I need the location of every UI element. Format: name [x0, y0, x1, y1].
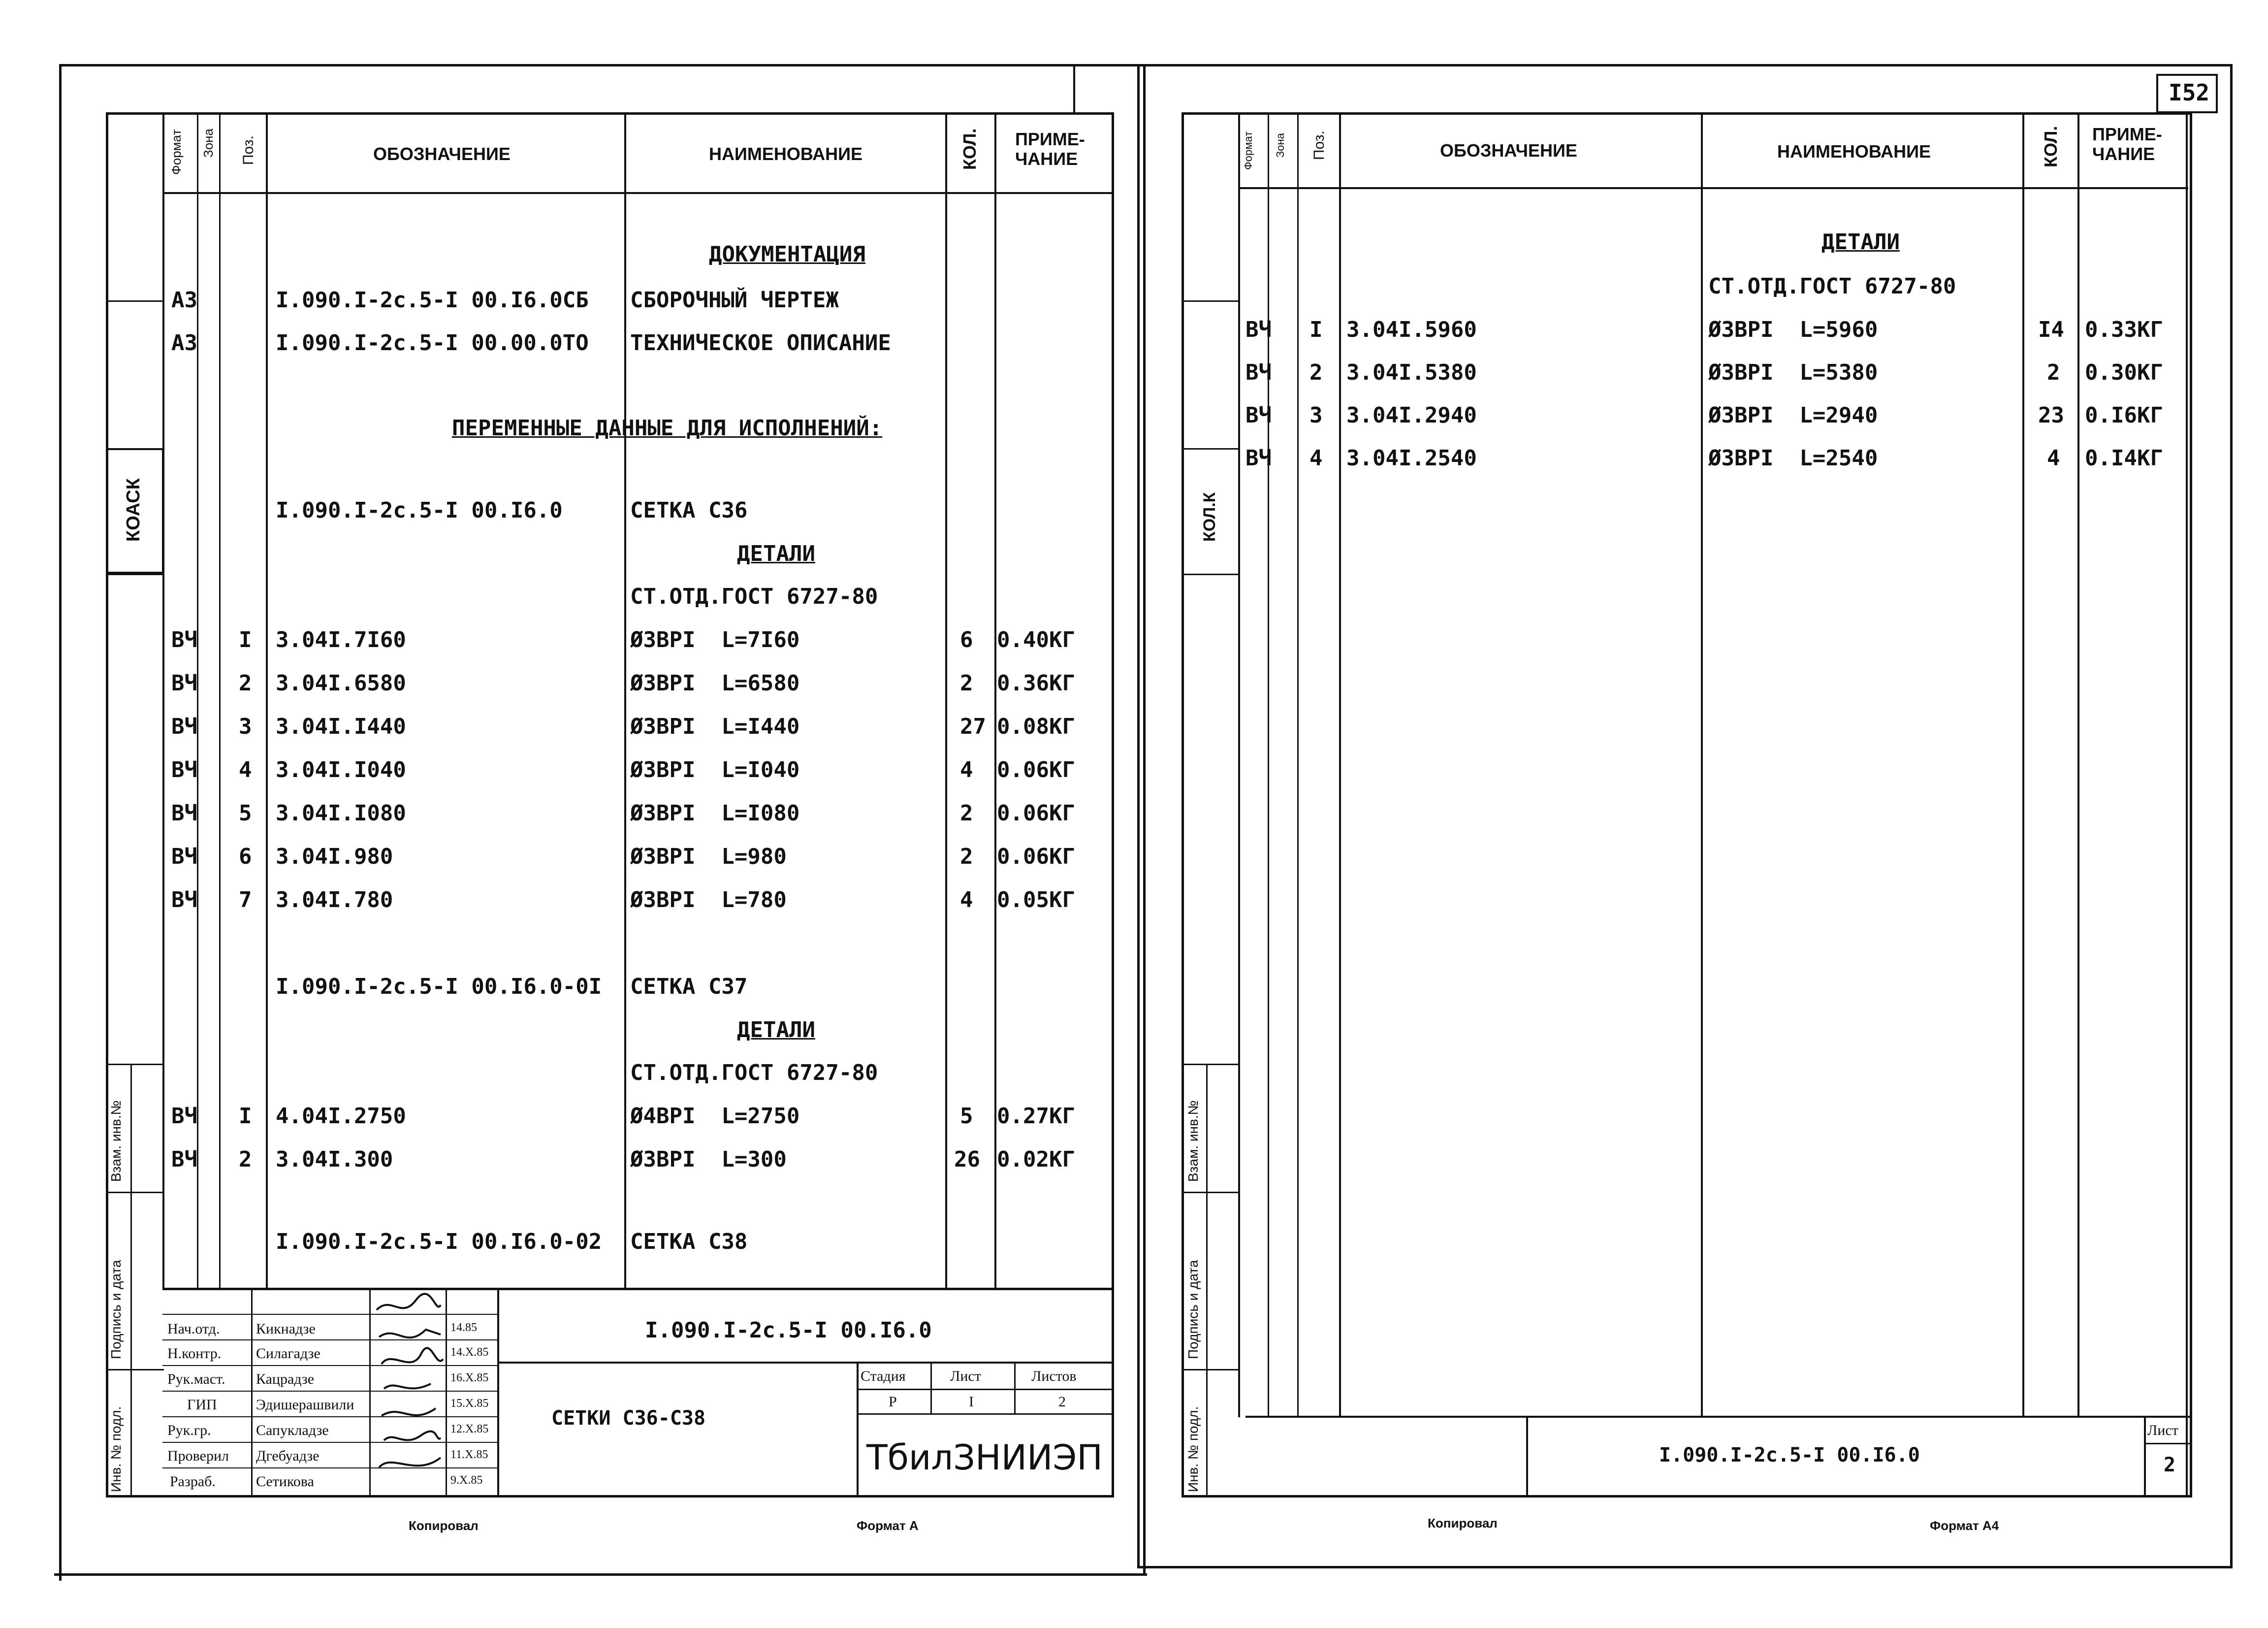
- row-format: ВЧ: [171, 887, 197, 912]
- row-designation: 3.04I.I440: [276, 714, 406, 739]
- signature-marks: [372, 1290, 446, 1497]
- row-format: ВЧ: [171, 844, 197, 869]
- row-name: Ø3ВРI L=5960: [1708, 317, 1878, 342]
- row-note: 0.I4КГ: [2085, 446, 2163, 471]
- row-pos: 6: [239, 844, 252, 869]
- row-format: ВЧ: [171, 801, 197, 826]
- staff-date: 16.X.85: [450, 1371, 489, 1384]
- row-qty: 6: [960, 627, 973, 652]
- row-designation: 3.04I.I080: [276, 801, 406, 826]
- row-format: ВЧ: [1246, 360, 1272, 385]
- col-note-header: ПРИМЕ-: [2092, 124, 2162, 144]
- org-name: ТбилЗНИИЭП: [866, 1437, 1103, 1478]
- details-heading: ДЕТАЛИ: [1821, 229, 1900, 255]
- row-name: Ø3ВРI L=300: [630, 1147, 787, 1172]
- row-name: Ø3ВРI L=I080: [630, 801, 800, 826]
- row-note: 0.06КГ: [997, 844, 1075, 869]
- row-name: СЕТКА С38: [630, 1229, 748, 1254]
- row-qty: 4: [960, 757, 973, 782]
- row-designation: 3.04I.6580: [276, 671, 406, 696]
- row-qty: 4: [960, 887, 973, 912]
- row-format: А3: [171, 288, 197, 313]
- row-pos: 4: [239, 757, 252, 782]
- row-name: Ø3ВРI L=5380: [1708, 360, 1878, 385]
- row-qty: 2: [960, 844, 973, 869]
- row-pos: 2: [239, 1147, 252, 1172]
- row-format: А3: [171, 330, 197, 356]
- staff-date: 14.85: [450, 1321, 477, 1334]
- row-note: 0.40КГ: [997, 627, 1075, 652]
- row-pos: 5: [239, 801, 252, 826]
- stage-label: Стадия: [861, 1368, 906, 1384]
- stamp-inv: Инв. № подл.: [1185, 1406, 1201, 1492]
- row-pos: 2: [1310, 360, 1323, 385]
- row-pos: 2: [239, 671, 252, 696]
- staff-role: Рук.гр.: [167, 1422, 211, 1438]
- staff-date: 9.X.85: [450, 1474, 483, 1487]
- row-documentation: ДОКУМЕНТАЦИЯ: [709, 242, 865, 267]
- stamp-vzam: Взам. инв.№: [1185, 1100, 1201, 1182]
- details-heading: ДЕТАЛИ: [737, 541, 815, 566]
- col-designation-header: ОБОЗНАЧЕНИЕ: [373, 144, 511, 164]
- row-format: ВЧ: [1246, 317, 1272, 342]
- row-name: Ø4ВРI L=2750: [630, 1104, 800, 1129]
- row-designation: 3.04I.980: [276, 844, 393, 869]
- row-pos: 7: [239, 887, 252, 912]
- row-note: 0.I6КГ: [2085, 403, 2163, 428]
- row-note: 0.05КГ: [997, 887, 1075, 912]
- staff-name: Кацрадзе: [256, 1371, 315, 1387]
- row-note: 0.33КГ: [2085, 317, 2163, 342]
- col-pos-header: Поз.: [240, 135, 256, 165]
- row-designation: I.090.I-2c.5-I 00.I6.0-02: [276, 1229, 602, 1254]
- sheet-value: I: [969, 1394, 974, 1410]
- staff-name: Эдишерашвили: [256, 1397, 354, 1413]
- row-format: ВЧ: [171, 671, 197, 696]
- row-format: ВЧ: [171, 627, 197, 652]
- stamp-vzam: Взам. инв.№: [108, 1100, 124, 1182]
- row-name: СБОРОЧНЫЙ ЧЕРТЕЖ: [630, 288, 839, 313]
- stamp-podpis: Подпись и дата: [108, 1260, 124, 1359]
- row-designation: 4.04I.2750: [276, 1104, 406, 1129]
- col-designation-header: ОБОЗНАЧЕНИЕ: [1440, 140, 1577, 161]
- row-designation: I.090.I-2c.5-I 00.I6.0-0I: [276, 974, 602, 999]
- row-designation: 3.04I.2540: [1346, 446, 1477, 471]
- gost-subheading: СТ.ОТД.ГОСТ 6727-80: [1708, 274, 1956, 299]
- stamp-inv: Инв. № подл.: [108, 1406, 124, 1492]
- row-format: ВЧ: [1246, 446, 1272, 471]
- row-note: 0.06КГ: [997, 757, 1075, 782]
- row-name: Ø3ВРI L=7I60: [630, 627, 800, 652]
- row-pos: I: [1310, 317, 1323, 342]
- side-label: КОАСК: [123, 478, 144, 542]
- row-designation: I.090.I-2c.5-I 00.00.0ТО: [276, 330, 589, 356]
- staff-date: 11.X.85: [450, 1448, 488, 1461]
- row-name: ТЕХНИЧЕСКОЕ ОПИСАНИЕ: [630, 330, 891, 356]
- sheet-title: СЕТКИ С36-С38: [551, 1407, 706, 1430]
- col-pos-header: Поз.: [1311, 130, 1327, 160]
- col-qty-header: КОЛ.: [959, 128, 980, 170]
- col-format-header: Формат: [169, 129, 184, 175]
- row-format: ВЧ: [171, 1104, 197, 1129]
- col-qty-header: КОЛ.: [2041, 126, 2061, 167]
- col-name-header: НАИМЕНОВАНИЕ: [709, 144, 862, 164]
- row-note: 0.02КГ: [997, 1147, 1075, 1172]
- row-qty: 5: [960, 1104, 973, 1129]
- row-pos: I: [239, 627, 252, 652]
- row-designation: 3.04I.2940: [1346, 403, 1477, 428]
- staff-role: Н.контр.: [167, 1345, 222, 1362]
- row-qty: 27: [960, 714, 986, 739]
- row-name: Ø3ВРI L=I040: [630, 757, 800, 782]
- row-name: СЕТКА С37: [630, 974, 748, 999]
- footer-copied: Копировал: [409, 1518, 479, 1533]
- footer-format: Формат А: [857, 1518, 919, 1533]
- row-qty: 2: [960, 801, 973, 826]
- staff-name: Сапукладзе: [256, 1422, 329, 1438]
- sheet-value: 2: [2164, 1454, 2176, 1476]
- row-qty: 23: [2038, 403, 2064, 428]
- row-qty: 2: [2047, 360, 2060, 385]
- row-note: 0.30КГ: [2085, 360, 2163, 385]
- row-name: СЕТКА С36: [630, 498, 748, 523]
- sheet-label: Лист: [2147, 1422, 2178, 1438]
- staff-date: 15.X.85: [450, 1397, 489, 1410]
- row-designation: 3.04I.300: [276, 1147, 393, 1172]
- page-number: I52: [2169, 79, 2210, 106]
- row-pos: I: [239, 1104, 252, 1129]
- doc-code: I.090.I-2c.5-I 00.I6.0: [1659, 1444, 1920, 1466]
- col-note-header-2: ЧАНИЕ: [2092, 144, 2155, 164]
- col-zone-header: Зона: [1274, 133, 1286, 158]
- col-note-header: ПРИМЕ-: [1015, 129, 1085, 149]
- footer-format: Формат А4: [1930, 1518, 1999, 1533]
- row-name: Ø3ВРI L=780: [630, 887, 787, 912]
- details-heading: ДЕТАЛИ: [737, 1017, 815, 1042]
- footer-copied: Копировал: [1428, 1516, 1498, 1530]
- row-format: ВЧ: [171, 1147, 197, 1172]
- staff-name: Дгебуадзе: [256, 1448, 319, 1464]
- row-qty: 26: [954, 1147, 980, 1172]
- row-note: 0.06КГ: [997, 801, 1075, 826]
- row-note: 0.08КГ: [997, 714, 1075, 739]
- gost-subheading: СТ.ОТД.ГОСТ 6727-80: [630, 1060, 878, 1085]
- stamp-podpis: Подпись и дата: [1185, 1260, 1201, 1359]
- row-pos: 3: [1310, 403, 1323, 428]
- row-name: Ø3ВРI L=I440: [630, 714, 800, 739]
- row-name: Ø3ВРI L=2940: [1708, 403, 1878, 428]
- row-format: ВЧ: [171, 714, 197, 739]
- gost-subheading: СТ.ОТД.ГОСТ 6727-80: [630, 584, 878, 609]
- row-designation: 3.04I.7I60: [276, 627, 406, 652]
- col-zone-header: Зона: [201, 129, 216, 158]
- row-qty: 4: [2047, 446, 2060, 471]
- doc-code: I.090.I-2c.5-I 00.I6.0: [645, 1318, 932, 1343]
- row-note: 0.27КГ: [997, 1104, 1075, 1129]
- col-format-header: Формат: [1242, 131, 1254, 170]
- sheet-label: Лист: [950, 1368, 981, 1384]
- sheets-value: 2: [1058, 1394, 1066, 1410]
- side-label: КОЛ.К: [1200, 492, 1219, 542]
- row-designation: I.090.I-2c.5-I 00.I6.0: [276, 498, 563, 523]
- staff-role: Проверил: [167, 1448, 229, 1464]
- col-note-header-2: ЧАНИЕ: [1015, 149, 1078, 169]
- row-qty: I4: [2038, 317, 2064, 342]
- stage-value: Р: [889, 1394, 897, 1410]
- row-designation: 3.04I.780: [276, 887, 393, 912]
- staff-name: Сетикова: [256, 1473, 314, 1490]
- row-qty: 2: [960, 671, 973, 696]
- staff-date: 14.X.85: [450, 1346, 489, 1359]
- row-name: Ø3ВРI L=2540: [1708, 446, 1878, 471]
- row-format: ВЧ: [1246, 403, 1272, 428]
- row-note: 0.36КГ: [997, 671, 1075, 696]
- sheets-label: Листов: [1031, 1368, 1077, 1384]
- row-format: ВЧ: [171, 757, 197, 782]
- staff-date: 12.X.85: [450, 1423, 489, 1435]
- variable-data-heading: ПЕРЕМЕННЫЕ ДАННЫЕ ДЛЯ ИСПОЛНЕНИЙ:: [452, 416, 883, 441]
- row-designation: 3.04I.5960: [1346, 317, 1477, 342]
- row-designation: I.090.I-2c.5-I 00.I6.0СБ: [276, 288, 589, 313]
- staff-role: Разраб.: [170, 1473, 216, 1490]
- col-name-header: НАИМЕНОВАНИЕ: [1777, 141, 1931, 162]
- staff-role: ГИП: [187, 1397, 217, 1413]
- row-pos: 4: [1310, 446, 1323, 471]
- staff-name: Силагадзе: [256, 1345, 320, 1362]
- row-pos: 3: [239, 714, 252, 739]
- staff-role: Рук.маст.: [167, 1371, 225, 1387]
- row-designation: 3.04I.I040: [276, 757, 406, 782]
- staff-role: Нач.отд.: [167, 1321, 220, 1337]
- row-name: Ø3ВРI L=980: [630, 844, 787, 869]
- row-designation: 3.04I.5380: [1346, 360, 1477, 385]
- staff-name: Кикнадзе: [256, 1321, 316, 1337]
- row-name: Ø3ВРI L=6580: [630, 671, 800, 696]
